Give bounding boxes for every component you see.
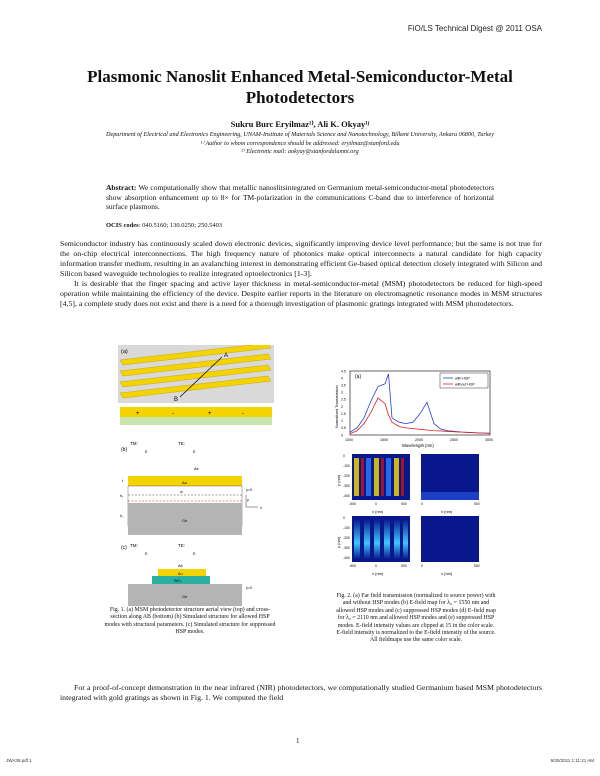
te-label: TE: [178, 543, 186, 548]
y-tick-label: -200 [343, 536, 350, 540]
ocis-values: : 040.5160; 130.0250; 250.5403 [138, 222, 223, 229]
legend [440, 373, 488, 388]
abstract-label: Abstract: [106, 183, 137, 192]
ocis-codes [106, 222, 222, 229]
y-tick-label: 0 [343, 516, 345, 520]
substrate-strip [120, 417, 272, 425]
tm-label: TM: [130, 543, 138, 548]
y-tick-label: 2 [341, 404, 343, 409]
y-tick-label: 2.5 [341, 397, 346, 402]
electrode-row [120, 407, 272, 417]
x-axis-title: x (nm) [372, 509, 384, 514]
y-axis-title: y (nm) [336, 474, 341, 486]
y-tick-label: -300 [343, 484, 350, 488]
x-tick-label: 3000 [485, 438, 493, 442]
point-b: B [174, 397, 179, 403]
air-label: Air [194, 466, 199, 471]
air-label: Air [178, 563, 183, 568]
footer-timestamp: 9/30/2011 1:11:21 AM [550, 758, 594, 763]
footer-file: JWA39.pdf 1 [6, 758, 32, 763]
affiliation: Department of Electrical and Electronics Engineering, UNAM-Institute of Materials Science and Nanotechnology, Bilkent University, Ankara 06800, Turkey [105, 131, 494, 138]
y-tick-label: -400 [343, 556, 350, 560]
y0-label: y=0 [246, 488, 253, 492]
chart-panel-label: (a) [355, 374, 362, 380]
x-tick-label: 500 [474, 502, 480, 506]
fig1-label-a: (a) [121, 349, 128, 355]
plus-sign: + [136, 411, 140, 417]
y-tick-label: -100 [343, 464, 350, 468]
paragraph-motivation: It is desirable that the finger spacing and active layer thickness in metal-semiconductor-metal (MSM) photodetectors be reduced for high-speed operation while maintaining the efficiency of the device. Despite earlier reports in the literature on electromagnetic resonance modes in MSM structures [4,5], a complete study does not exist and there is a need for a thorough investigation of plasmonic gratings integrated with MSM photodetectors. [60, 279, 542, 309]
x-tick-label: 2000 [415, 438, 423, 442]
point-a: A [224, 353, 229, 359]
y-tick-label: -100 [343, 526, 350, 530]
e-field-symbol: E [145, 449, 148, 454]
x-ticks [345, 438, 493, 442]
paragraph-intro: Semiconductor industry has continuously scaled down electronic devices, significantly improving device level performance; but the same is not true for the on-chip electrical interconnections. The high frequency nature of photonics make optical interconnects a natural candidate for high capacity information transfer medium, resulting in an avalanching interest in demonstrating efficient Ge-based optical detection closely integrated with Silicon and Silicon based waveguide technologies to realize integrated optoelectronics [1-3]. [60, 239, 542, 279]
ocis-label: OCIS codes [106, 222, 139, 229]
y-tick-label: 0 [341, 433, 343, 438]
abstract-text: We computationally show that metallic nanoslitsintegrated on Germanium metal-semiconductor-metal photodetectors show absorption enhancement up to 8× for TM-polarization in the communications C-band due to interference of horizontal surface plasmons. [106, 183, 494, 212]
y-tick-label: -200 [343, 474, 350, 478]
x-tick-label: -500 [349, 564, 356, 568]
affiliation-block [50, 131, 550, 157]
ge-label: Ge [182, 518, 188, 523]
figure-1-caption: Fig. 1. (a) MSM photodetector structure aerial view (top) and cross-section along AB (bottom) (b) Simulated structure for allowed HSP modes with structural parameters. (c) Simulated structure for suppressed HSP modes. [104, 607, 276, 636]
y-tick-label: 3.5 [341, 383, 346, 388]
y-tick-label: 3 [341, 390, 343, 395]
x-tick-label: 0 [421, 502, 423, 506]
x-axis-title: x (nm) [441, 509, 453, 514]
t-param: t [122, 479, 124, 483]
au-label: Au [182, 480, 187, 485]
y-tick-label: 0 [343, 454, 345, 458]
author-list: Sukru Burc Eryilmaz¹⁾, Ali K. Okyay¹ʲ [230, 119, 370, 129]
fig1-label-b: (b) [121, 447, 128, 453]
y-tick-label: -400 [343, 494, 350, 498]
x-tick-label: 0 [375, 564, 377, 568]
correspondence: ¹⁾ Author to whom correspondence should be addressed: eryilmaz@stanford.edu [200, 139, 400, 147]
running-header: FiO/LS Technical Digest @ 2011 OSA [407, 24, 542, 33]
field-map-e [421, 516, 479, 562]
x-tick-label: 500 [474, 564, 480, 568]
h1-param: h₁ [120, 494, 124, 498]
tm-label: TM: [130, 441, 138, 446]
y-tick-label: 4 [341, 376, 343, 381]
email-note: ²⁾ Electronic mail: aokyay@stanfordalumni.org [241, 148, 359, 156]
field-map-d [352, 516, 410, 562]
h2-param: h₂ [120, 514, 124, 518]
transmission-chart [335, 369, 493, 448]
x-axis-title: x (nm) [441, 571, 453, 576]
x-tick-label: 1500 [380, 438, 388, 442]
w-param: w [180, 490, 183, 494]
abstract [106, 183, 494, 212]
paragraph-approach: For a proof-of-concept demonstration in the near infrared (NIR) photodetectors, we computationally studied Germanium based MSM photodetectors integrated with gold gratings as shown in Fig. 1. We computed the field [60, 683, 542, 703]
minus-sign: - [242, 411, 244, 417]
y-tick-label: 4.5 [341, 369, 346, 374]
x-tick-label: 2500 [450, 438, 458, 442]
figure-2-caption: Fig. 2. (a) Far field transmission (normalized to source power) with and without HSP modes (b) E-field map for λ₀ = 1550 nm and allowed HSP modes and (c) suppressed HSP modes (d) E-field map for λ₀ = 2110 nm and allowed HSP modes and (e) suppressed HSP modes. E-field intensity values are clipped at 15 in the color scale. E-field intensity is normalized to the E-field intensity of the source. All fieldmaps use the same color scale. [336, 593, 496, 644]
y-tick-label: 1.5 [341, 411, 346, 416]
y-ticks [341, 369, 346, 437]
y-tick-label: -300 [343, 546, 350, 550]
legend-without-hsp: without HSP [455, 382, 475, 387]
y0-label: y=0 [246, 586, 253, 590]
x-tick-label: 500 [401, 502, 407, 506]
field-map-c-glow [421, 492, 479, 500]
e-field-symbol: E [145, 551, 148, 556]
y-axis-title: Normalized Transmission [335, 385, 339, 428]
page-number: 1 [296, 737, 300, 745]
te-label: TE: [178, 441, 186, 446]
plus-sign: + [208, 411, 212, 417]
x-axis-title: x (nm) [372, 571, 384, 576]
sio2-label: SiO₂ [174, 579, 182, 583]
x-tick-label: 1000 [345, 438, 353, 442]
x-tick-label: 500 [401, 564, 407, 568]
y-axis-label: y [247, 498, 249, 502]
paper-title: Plasmonic Nanoslit Enhanced Metal-Semiconductor-Metal Photodetectors [87, 67, 513, 107]
au-label: Au [178, 572, 183, 576]
legend-with-hsp: with HSP [455, 376, 470, 381]
y-axis-title: y (nm) [336, 536, 341, 548]
minus-sign: - [172, 411, 174, 417]
figure-1 [118, 345, 274, 607]
e-field-symbol: E [193, 449, 196, 454]
x-tick-label: 0 [375, 502, 377, 506]
x-tick-label: 0 [421, 564, 423, 568]
x-tick-label: -500 [349, 502, 356, 506]
y-tick-label: 0.5 [341, 426, 346, 431]
figure-2 [328, 364, 500, 590]
x-axis-title: Wavelength (nm) [402, 443, 434, 448]
fig1-label-c: (c) [121, 545, 127, 551]
field-map-b-fringes [354, 458, 404, 496]
ge-label: Ge [182, 594, 188, 599]
e-field-symbol: E [193, 551, 196, 556]
y-tick-label: 1 [341, 419, 343, 424]
x-axis-label: x [260, 506, 262, 510]
